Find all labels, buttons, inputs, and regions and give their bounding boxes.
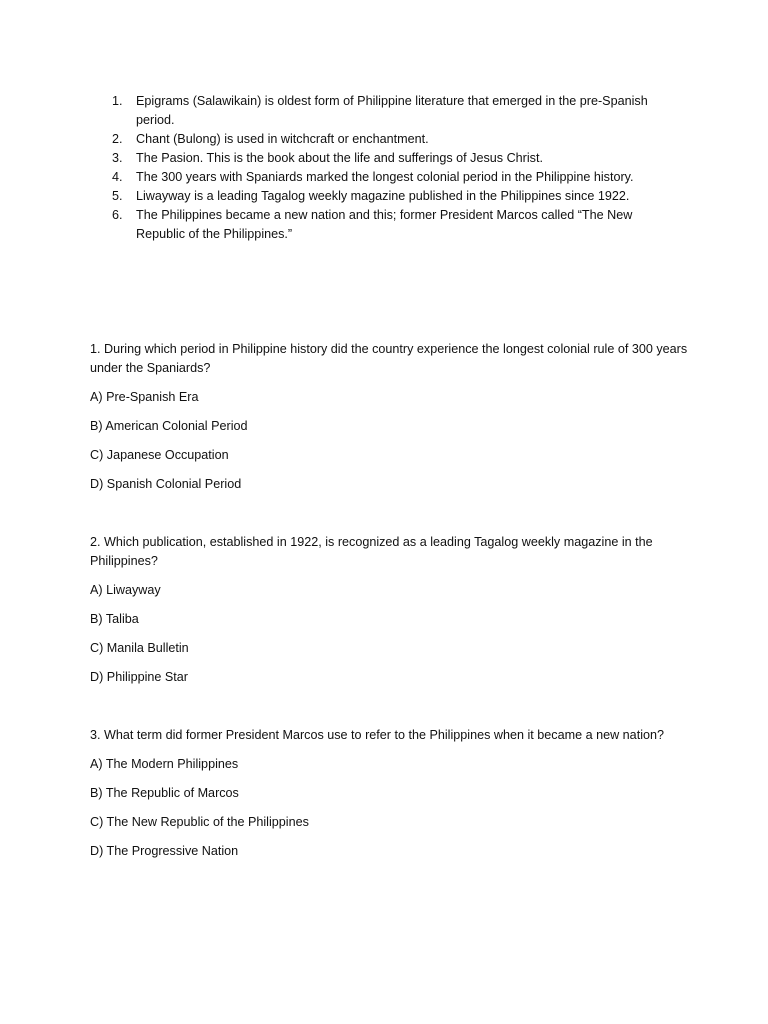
fact-item	[112, 168, 672, 187]
fact-text: The Pasion. This is the book about the life and sufferings of Jesus Christ.	[136, 151, 543, 165]
answer-option: D) Philippine Star	[90, 670, 188, 684]
question-1	[90, 340, 690, 494]
answer-option: A) Pre-Spanish Era	[90, 390, 199, 404]
fact-item	[112, 92, 672, 130]
fact-number: 6.	[112, 208, 123, 222]
quiz-section	[90, 340, 690, 900]
answer-option: D) The Progressive Nation	[90, 844, 239, 858]
fact-text: Epigrams (Salawikain) is oldest form of Philippine literature that emerged in the pre-Spanish period.	[136, 94, 648, 127]
fact-item	[112, 187, 672, 206]
fact-number: 5.	[112, 189, 123, 203]
answer-option: D) Spanish Colonial Period	[90, 477, 242, 491]
fact-number: 3.	[112, 151, 123, 165]
fact-number: 1.	[112, 94, 123, 108]
answer-option: C) The New Republic of the Philippines	[90, 815, 309, 829]
fact-text: Liwayway is a leading Tagalog weekly magazine published in the Philippines since 1922.	[136, 189, 630, 203]
question-text: 3. What term did former President Marcos use to refer to the Philippines when it became a new nation?	[90, 728, 664, 742]
fact-text: Chant (Bulong) is used in witchcraft or enchantment.	[136, 132, 429, 146]
fact-item	[112, 130, 672, 149]
answer-option: B) Taliba	[90, 612, 139, 626]
question-2	[90, 533, 690, 687]
fact-number: 2.	[112, 132, 123, 146]
answer-option: B) The Republic of Marcos	[90, 786, 239, 800]
question-text: 2. Which publication, established in 1922, is recognized as a leading Tagalog weekly magazine in the Philippines?	[90, 535, 653, 568]
fact-text: The 300 years with Spaniards marked the longest colonial period in the Philippine history.	[136, 170, 634, 184]
question-text: 1. During which period in Philippine history did the country experience the longest colonial rule of 300 years under the Spaniards?	[90, 342, 688, 375]
fact-item	[112, 206, 672, 244]
answer-option: C) Manila Bulletin	[90, 641, 189, 655]
answer-option: C) Japanese Occupation	[90, 448, 229, 462]
fact-text: The Philippines became a new nation and this; former President Marcos called “The New Republic of the Philippines.”	[136, 208, 633, 241]
fact-number: 4.	[112, 170, 123, 184]
facts-list	[112, 92, 672, 244]
answer-option: A) Liwayway	[90, 583, 161, 597]
answer-option: A) The Modern Philippines	[90, 757, 239, 771]
fact-item	[112, 149, 672, 168]
answer-option: B) American Colonial Period	[90, 419, 248, 433]
question-3	[90, 726, 690, 861]
